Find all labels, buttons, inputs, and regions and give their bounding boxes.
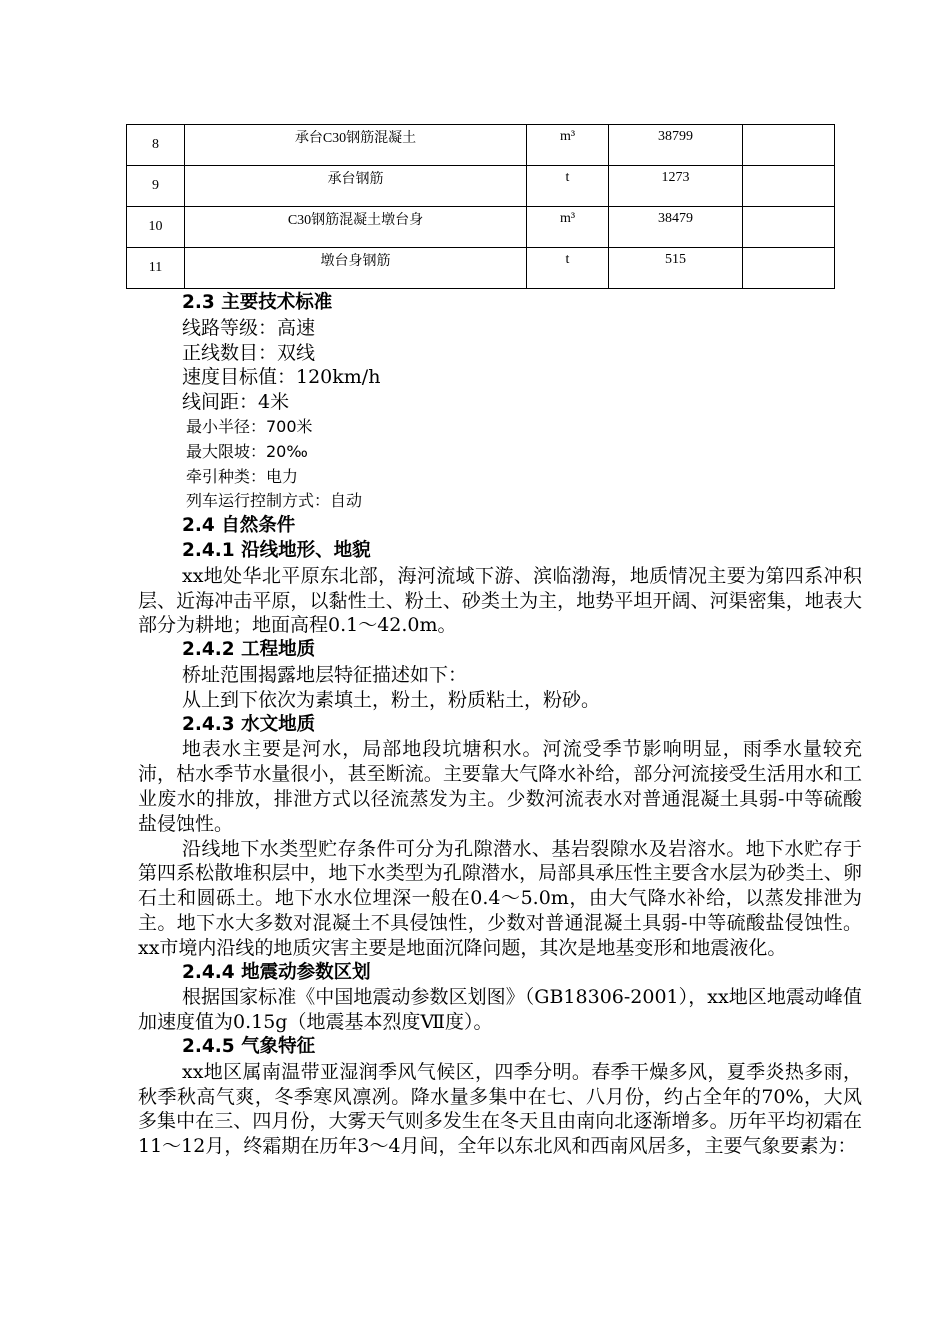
spec-line-speed: 速度目标值：120km/h <box>182 366 381 389</box>
table-row <box>127 248 835 289</box>
spec-line-spacing: 线间距：4米 <box>182 391 290 414</box>
row-number-cell: 8 <box>127 125 185 166</box>
spec-line-grade: 线路等级：高速 <box>182 316 316 339</box>
item-cell: 承台C30钢筋混凝土 <box>185 125 527 166</box>
paragraph-seismic: 根据国家标准《中国地震动参数区划图》（GB18306-2001），xx地区地震动峰值加速度值为0.15g（地震基本烈度Ⅶ度）。 <box>138 986 862 1034</box>
unit-cell: m³ <box>527 207 609 248</box>
section-heading-2-4-3: 2.4.3 水文地质 <box>182 713 316 735</box>
row-number-cell: 11 <box>127 248 185 289</box>
row-number-cell: 10 <box>127 207 185 248</box>
spec-line-gradient: 最大限坡：20‰ <box>186 441 308 461</box>
section-heading-2-4: 2.4 自然条件 <box>182 515 296 537</box>
body-text <box>138 291 862 1159</box>
quantity-table <box>126 124 835 289</box>
item-cell: 墩台身钢筋 <box>185 248 527 289</box>
unit-cell: t <box>527 166 609 207</box>
table-row <box>127 125 835 166</box>
quantity-cell: 38479 <box>609 207 743 248</box>
spec-line-control: 列车运行控制方式：自动 <box>186 491 363 511</box>
note-cell <box>743 207 835 248</box>
quantity-cell: 38799 <box>609 125 743 166</box>
spec-line-traction: 牵引种类：电力 <box>186 466 299 486</box>
paragraph-climate: xx地区属南温带亚湿润季风气候区，四季分明。春季干燥多风，夏季炎热多雨，秋季秋高气爽，冬季寒风凛冽。降水量多集中在七、八月份，约占全年的70%，大风多集中在三、四月份，大雾天气则多发生在冬天且由南向北逐渐增多。历年平均初霜在11～12月，终霜期在历年3～4月间，全年以东北风和西南风居多，主要气象要素为： <box>138 1060 862 1158</box>
item-cell: C30钢筋混凝土墩台身 <box>185 207 527 248</box>
table-row <box>127 207 835 248</box>
item-cell: 承台钢筋 <box>185 166 527 207</box>
section-heading-2-4-2: 2.4.2 工程地质 <box>182 639 316 661</box>
note-cell <box>743 166 835 207</box>
unit-cell: t <box>527 248 609 289</box>
paragraph-geology-intro: 桥址范围揭露地层特征描述如下： <box>182 663 468 686</box>
unit-cell: m³ <box>527 125 609 166</box>
section-heading-2-4-4: 2.4.4 地震动参数区划 <box>182 961 371 983</box>
paragraph-terrain: xx地处华北平原东北部，海河流域下游、滨临渤海，地质情况主要为第四系冲积层、近海冲击平原，以黏性土、粉土、砂类土为主，地势平坦开阔、河渠密集，地表大部分为耕地；地面高程0.1～42.0m。 <box>138 564 862 637</box>
table-row <box>127 166 835 207</box>
quantity-cell: 1273 <box>609 166 743 207</box>
spec-line-radius: 最小半径：700米 <box>186 416 313 436</box>
note-cell <box>743 248 835 289</box>
spec-line-tracks: 正线数目：双线 <box>182 341 316 364</box>
row-number-cell: 9 <box>127 166 185 207</box>
section-heading-2-3: 2.3 主要技术标准 <box>182 292 333 313</box>
section-heading-2-4-5: 2.4.5 气象特征 <box>182 1035 316 1057</box>
quantity-cell: 515 <box>609 248 743 289</box>
section-heading-2-4-1: 2.4.1 沿线地形、地貌 <box>182 539 371 561</box>
paragraph-groundwater: 沿线地下水类型贮存条件可分为孔隙潜水、基岩裂隙水及岩溶水。地下水贮存于第四系松散堆积层中，地下水类型为孔隙潜水，局部具承压性主要含水层为砂类土、卵石土和圆砾土。地下水水位埋深一般在0.4～5.0m，由大气降水补给，以蒸发排泄为主。地下水大多数对混凝土不具侵蚀性，少数对普通混凝土具弱-中等硫酸盐侵蚀性。xx市境内沿线的地质灾害主要是地面沉降问题，其次是地基变形和地震液化。 <box>138 837 862 959</box>
paragraph-surface-water: 地表水主要是河水，局部地段坑塘积水。河流受季节影响明显，雨季水量较充沛，枯水季节水量很小，甚至断流。主要靠大气降水补给，部分河流接受生活用水和工业废水的排放，排泄方式以径流蒸发为主。少数河流表水对普通混凝土具弱-中等硫酸盐侵蚀性。 <box>138 738 862 835</box>
paragraph-geology-layers: 从上到下依次为素填土，粉土，粉质粘土，粉砂。 <box>182 688 601 711</box>
note-cell <box>743 125 835 166</box>
